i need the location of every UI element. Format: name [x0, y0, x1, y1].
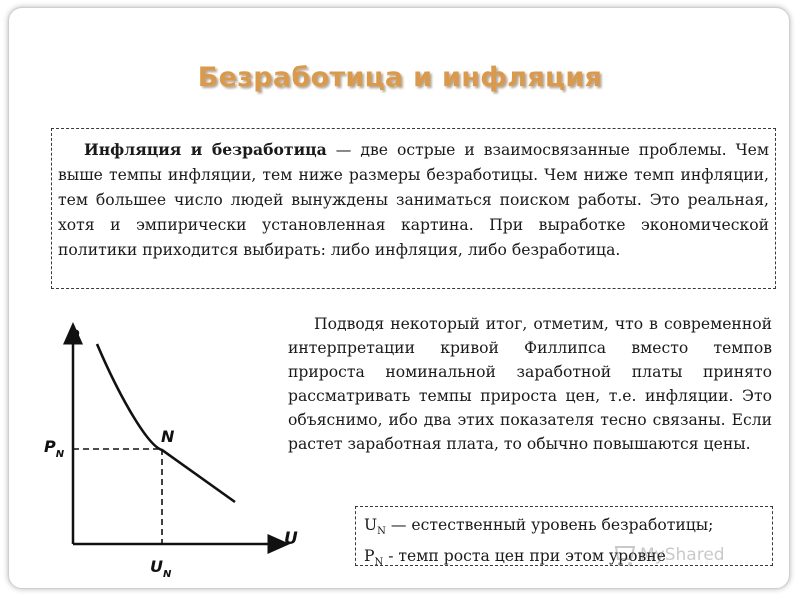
x-axis-label: U	[284, 529, 298, 549]
definition-lead: Инфляция и безработица	[84, 140, 327, 159]
phillips-curve	[97, 344, 235, 502]
svg-text:MyShared: MyShared	[640, 545, 725, 565]
legend-pn-line: $P_N$ - темп роста цен при этом уровне	[364, 547, 666, 569]
un-label: $U_N$	[150, 557, 172, 580]
legend-un-line: $U_N$ — естественный уровень безработицы;	[364, 516, 714, 538]
definition-text: — две острые и взаимосвязанные проблемы. Чем выше темпы инфляции, тем ниже размеры безработицы. Чем ниже темп инфляции, тем большее число людей вынуждены заниматься поиском работы. Это реальная, хотя и эмпирически установленная картина. При выработке экономической политики приходится выбирать: либо инфляция, либо безработица.	[58, 141, 769, 259]
watermark-logo	[612, 539, 772, 569]
y-axis-label: P	[67, 327, 80, 347]
phillips-curve-diagram	[30, 318, 302, 588]
definition-box	[51, 128, 776, 289]
pn-label: $P_N$	[44, 437, 65, 460]
summary-paragraph	[288, 312, 772, 456]
slide-title: Безработица и инфляция	[197, 62, 603, 93]
summary-text: Подводя некоторый итог, отметим, что в современной интерпретации кривой Филлипса вместо темпов прироста номинальной заработной платы принято рассматривать темпы прироста цен, т.е. инфляции. Это объяснимо, ибо два этих показателя тесно связаны. Если растет заработная плата, то обычно повышаются цены.	[288, 315, 772, 453]
point-n-label: N	[161, 427, 175, 446]
